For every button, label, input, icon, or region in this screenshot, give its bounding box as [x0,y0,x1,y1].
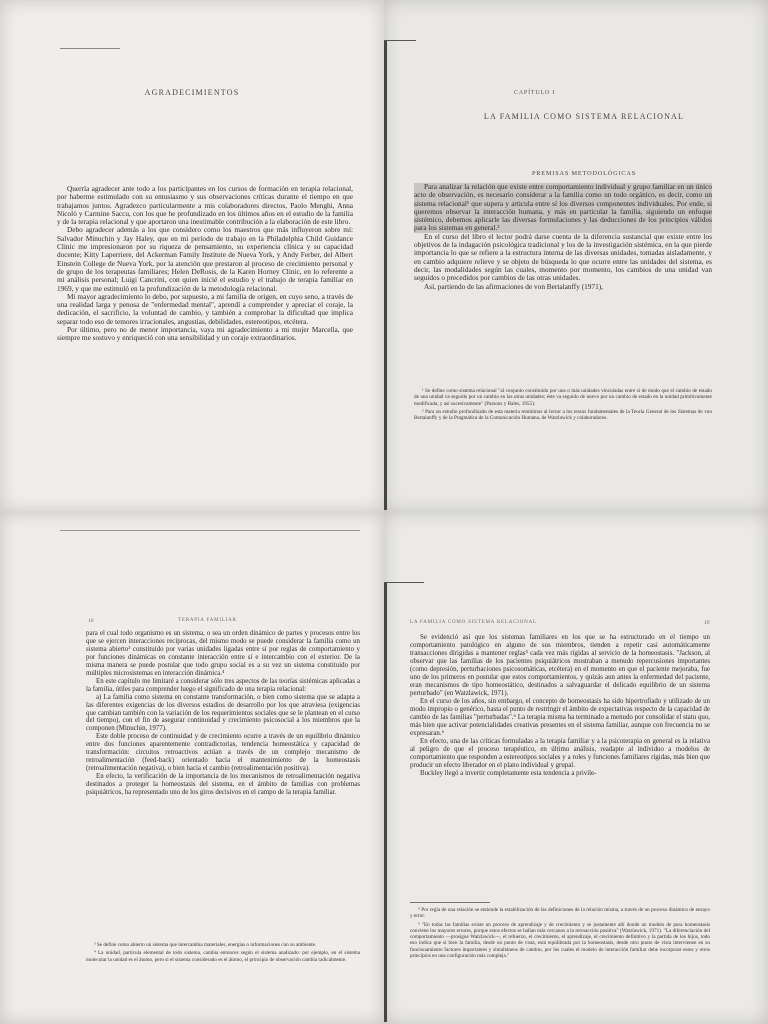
page-chapter-one [384,0,768,512]
chapter-body [414,183,712,291]
scan-edge-mark [384,40,416,41]
footnotes [410,907,710,961]
footnote-divider [410,902,490,903]
page-body [86,630,360,797]
book-spine-shadow [384,40,387,510]
paragraph: En este capítulo me limitaré a considerar sólo tres aspectos de las teorías sistémicas aplicadas a la familia, útiles para comprender luego el significado de una terapia relacional: [86,677,360,693]
page-19 [384,512,768,1024]
paragraph: Se evidenció así que los sistemas familiares en los que se ha estructurado en el tiempo un comportamiento patológico en alguno de sus miembros, tienden a repetir casi automáticamente transacciones dirigidas a mantener reglas⁵ cada vez más rígidas al servicio de la homeostasis. "Jackson, al observar que las familias de los pacientes psiquiátricos mostraban a menudo repercusiones importantes (como depresión, perturbaciones psicosomáticas, etcétera) en el momento en que el paciente mejoraba, fue uno de los primeros en postular que estos comportamientos, y quizás aun antes la enfermedad del paciente, eran mecanismos de tipo homeostático, destinados a salvaguardar el delicado equilibrio de un sistema perturbado" (en Watzlawick, 1971). [410,634,710,697]
page-number: 16 [88,618,94,624]
page-16 [0,512,384,1024]
acknowledgments-body [57,185,353,343]
paragraph: En efecto, la verificación de la importancia de los mecanismos de retroalimentación negativa destinados a proteger la homeostasis del sistema, en el ámbito de familias con problemas psiquiátricos, ha representado uno de los giros decisivos en el campo de la terapia familiar. [86,773,360,797]
paragraph: Debo agradecer además a los que considero como los maestros que más influyeron sobre mí: Salvador Minuchin y Jay Haley, que en mi período de trabajo en la Philadelphia Child Guidance Clinic me impresionaron por su riqueza de pensamiento, su experiencia clínica y su capacidad docente; Kitty Laperriere, del Ackerman Family Institute de Nueva York, y Andy Ferber, del Albert Einstein College de Nueva York, por la atención que prestaron al proceso de crecimiento personal y de grupo de los terapeutas familiares; Helen DeRosis, de la Karen Horney Clinic, en lo referente a mi análisis personal; Luigi Cancrini, con quien inicié el estudio y el trabajo de terapia familiar en 1969, y que me estimuló en la profundización de la metodología relacional. [57,225,353,293]
footnote: ⁶ "En todas las familias existe un proceso de aprendizaje y de crecimiento y se justamente allí donde un modelo de pura homeostasis conviene los mayores errores, porque estos efectos se hallan más cercanos a la retroacción positiva" (Watzlawick, 1971). "La diferenciación del comportamiento —prosigue Watzlawick—, el refuerzo, el crecimiento, el aprendizaje, el crecimiento definitivo y la partida de los hijos, todo eso indica que si bien la familia, desde un punto de vista, está equilibrada por la homeostasis, desde otro punto de vista intervienen en su funcionamiento factores importantes y simultáneos de cambio, por los cuales el modelo de interacción familiar debe incorporar estos y otros principios en una configuración más compleja." [410,921,710,960]
paragraph: Este doble proceso de continuidad y de crecimiento ocurre a través de un equilibrio dinámico entre dos funciones aparentemente contradictorias, tendencia homeostática y capacidad de transformación: circuitos retroactivos actúan a través de un complejo mecanismo de retroalimentación (feed-back) orientado hacia el mantenimiento de la homeostasis (retroalimentación negativa), o bien hacia el cambio (retroalimentación positiva). [86,733,360,773]
chapter-title: LA FAMILIA COMO SISTEMA RELACIONAL [483,112,685,121]
paragraph: Así, partiendo de las afirmaciones de von Bertalanffy (1971), [424,281,603,291]
book-spine-shadow [384,582,387,1022]
scan-edge-mark [384,582,424,583]
paragraph-highlighted: Para analizar la relación que existe entre comportamiento individual y grupo familiar en un único acto de observación, es necesario considerar a la familia como un todo orgánico, es decir, como un sistema relacional¹ que supera y articula entre sí los diversos componentes individuales. Por ende, si queremos observar la interacción humana, y más en particular la familia, siguiendo un enfoque sistémico, debemos aplicarle las diversas formulaciones y las deducciones de los principios válidos para los sistemas en general.² [414,182,712,233]
chapter-label: CAPÍTULO I [514,90,556,96]
footnote: ⁵ Por regla de una relación se entiende la estabilización de las definiciones de la relación misma, a través de un proceso dinámico de ensayo y error. [410,907,710,920]
running-head: LA FAMILIA COMO SISTEMA RELACIONAL [410,620,537,625]
page-acknowledgments [0,0,384,512]
paragraph: Por último, pero no de menor importancia, vaya mi agradecimiento a mi mujer Marcella, que siempre me sostuvo y enriqueció con una sensibilidad y un coraje extraordinarios. [57,325,353,343]
paragraph: Mi mayor agradecimiento lo debo, por supuesto, a mi familia de origen, en cuyo seno, a través de una realidad larga y penosa de "enfermedad mental", aprendí a comprender y apreciar el coraje, la dedicación, el sacrificio, la voluntad de cambio, y también a comprobar la dificultad que implica separar todo eso de temores irracionales, angustias, debilidades, estereotipos, etcétera. [57,291,353,326]
paragraph: En efecto, una de las críticas formuladas a la terapia familiar y a la psicoterapia en general es la relativa al peligro de que el proceso terapéutico, en último análisis, readapte al individuo a modelos de comportamiento que responden a estereotipos sociales y a roles y funciones familiares rígidas, más bien que producir un efecto liberador en el plano individual y grupal. [410,738,710,769]
paragraph: Querría agradecer ante todo a los participantes en los cursos de formación en terapia relacional, por haberme estimulado con su entusiasmo y sus observaciones críticas durante el tiempo en que trabajamos juntos. Agradezco particularmente a mis colaboradores directos, Paolo Menghi, Anna Nicolò y Carmine Saccu, con los que he profundizado en los últimos años en el estudio de la familia y de la terapia relacional y que aportaron una inestimable contribución a la elaboración de este libro. [57,184,353,227]
footnotes [414,388,712,423]
running-head: TERAPIA FAMILIAR [178,618,237,623]
scan-edge-mark [60,48,120,49]
section-heading: PREMISAS METODOLÓGICAS [531,170,637,177]
acknowledgments-heading: AGRADECIMIENTOS [144,88,240,97]
page-number: 19 [704,620,710,626]
footnote: ² Para un estudio profundizado de esta materia remitimos al lector a los textos fundamentales de la Teoría General de los Sistemas de von Bertalanffy y de la Pragmática de la Comunicación Humana, de Watzlawick y colaboradores. [414,408,712,422]
paragraph: para el cual todo organismo es un sistema, o sea un orden dinámico de partes y procesos entre los que se ejercen interacciones recíprocas, del mismo modo se puede considerar la familia como un sistema abierto³ constituido por varias unidades ligadas entre sí por reglas de comportamiento y por funciones dinámicas en constante interacción entre sí e intercambio con el exterior. De la misma manera se puede postular que todo grupo social es a su vez un sistema constituido por múltiples microsistemas en interacción dinámica.⁴ [86,630,360,677]
footnote: ³ Se define como abierto un sistema que intercambia materiales, energías o informaciones con su ambiente. [94,942,317,948]
paragraph: Buckley llegó a invertir completamente esta tendencia a privile- [420,770,597,777]
paragraph: a) La familia como sistema en constante transformación, o bien como sistema que se adapta a las diferentes exigencias de los diversos estadios de desarrollo por los que atraviesa (exigencias que cambian también con la variación de los requerimientos sociales que se le plantean en el curso del tiempo), con el fin de asegurar continuidad y crecimiento psicosocial a los miembros que la componen (Minuchin, 1977). [86,693,360,733]
scan-edge-mark [60,530,360,531]
paragraph: En el curso del libro el lector podrá darse cuenta de la diferencia sustancial que existe entre los objetivos de la indagación psicológica tradicional y los de la investigación sistémica, en la que pierde importancia lo que se refiere a la estructura interna de las diversas unidades, tomadas aisladamente, y en cambio adquiere relieve y se objeto de búsqueda lo que ocurre entre las unidades del sistema, es decir, las modalidades según las cuales, momento por momento, los cambios de una unidad van seguidos o precedidos por cambios de las otras unidades. [414,231,712,283]
paragraph: En el curso de los años, sin embargo, el concepto de homeostasis ha sido hipertrofiado y utilizado de un modo impropio o genérico, hasta el punto de restringir el ámbito de expectativas respecto de la capacidad de cambio de las familias "perturbadas".⁶ La terapia misma ha terminado a menudo por consolidar el statu quo, más bien que activar potencialidades creativas presentes en el sistema familiar, aunque con frecuencia no se expresaran.⁶ [410,698,710,737]
footnotes [86,942,360,965]
footnote: ¹ Se define como sistema relacional "al conjunto constituido por una o más unidades vinculadas entre sí de modo que el cambio de estado de una unidad va seguido por un cambio en las otras unidades; éste va seguido de nuevo por un cambio de estado en la unidad primitivamente modificada, y así sucesivamente" (Parsons y Bales, 1955). [414,388,712,407]
footnote: ⁴ La unidad, partícula elemental de todo sistema, cambia entonces según el sistema analizado: por ejemplo, en el sistema molecular la unidad es el átomo, pero si el sistema considerado es el átomo, el principio de observación cambia radicalmente. [86,950,360,963]
page-body [410,634,710,778]
